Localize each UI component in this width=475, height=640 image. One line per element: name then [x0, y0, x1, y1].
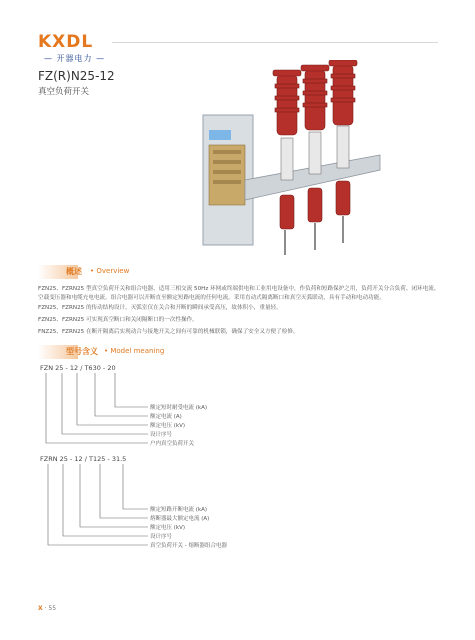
model-meaning-heading [38, 345, 258, 359]
product-name: 真空负荷开关 [38, 87, 90, 97]
model1-legend-type: 户内真空负荷开关 [150, 441, 195, 447]
model1-legend-design-number: 设计序号 [150, 432, 173, 438]
model1-legend-short-time-current: 额定短时耐受电流 (kA) [150, 405, 207, 411]
page-footer [38, 605, 56, 612]
product-photo [185, 60, 385, 260]
model2-legend-short-circuit-breaking: 额定短路开断电流 (kA) [150, 507, 207, 513]
model2-legend-fuse-max-current: 熔断器最大额定电流 (A) [150, 516, 210, 522]
overview-heading [38, 265, 238, 279]
company-logo [38, 32, 108, 70]
overview-paragraph-1: FZN25、FZRN25 型真空负荷开关和组合电器，适用三相交流 50Hz 环网或终端供电和工业用电设备中，作负荷和短路保护之用，负荷开关分合负荷、闭环电流、空载变压器和电缆充电电流。组合电器可以开断直至额定短路电流的任何电流。采用直动式隔离断口和真空灭弧联动，具有手动和电动功能。 [38, 286, 440, 301]
model2-legend-design-number: 设计序号 [150, 534, 173, 540]
model2-code: FZRN 25 - 12 / T125 - 31.5 [40, 455, 127, 463]
overview-paragraph-4: FNZ25、FZRN25 在断开隔离后实现动合与接地开关之间有可靠的机械联锁，确保了安全又方便了检修。 [38, 329, 299, 335]
overview-title-cn: 概述 [66, 267, 82, 276]
model2-legend-type: 真空负荷开关 - 熔断器组合电器 [150, 543, 227, 549]
footer-section: X [38, 605, 43, 612]
logo-brand [38, 32, 93, 52]
footer-page-number: · 55 [44, 605, 57, 612]
logo-brand-text: KXDL [38, 32, 94, 52]
model1-code: FZN 25 - 12 / T630 - 20 [40, 364, 116, 372]
overview-paragraph-2: FZN25、FZRN25 的传动结构设计，灭弧室仅在关合和开断的瞬间承受高压，故体积小，重量轻。 [38, 305, 282, 311]
model1-legend-rated-current: 额定电流 (A) [150, 414, 182, 420]
overview-paragraph-3: FZN25、FZRN25 可实现真空断口和关闭隔断口的一次性操作。 [38, 317, 198, 323]
model-meaning-title-cn: 型号含义 [66, 347, 98, 356]
logo-tagline: — 开器电力 — [44, 54, 106, 63]
product-model-title: FZ(R)N25-12 [38, 69, 115, 83]
header-rule [112, 42, 438, 43]
overview-title-en: • Overview [90, 267, 130, 275]
model-meaning-title-en: • Model meaning [104, 347, 165, 355]
model2-legend-rated-voltage: 额定电压 (kV) [150, 525, 185, 531]
model1-legend-rated-voltage: 额定电压 (kV) [150, 423, 185, 429]
